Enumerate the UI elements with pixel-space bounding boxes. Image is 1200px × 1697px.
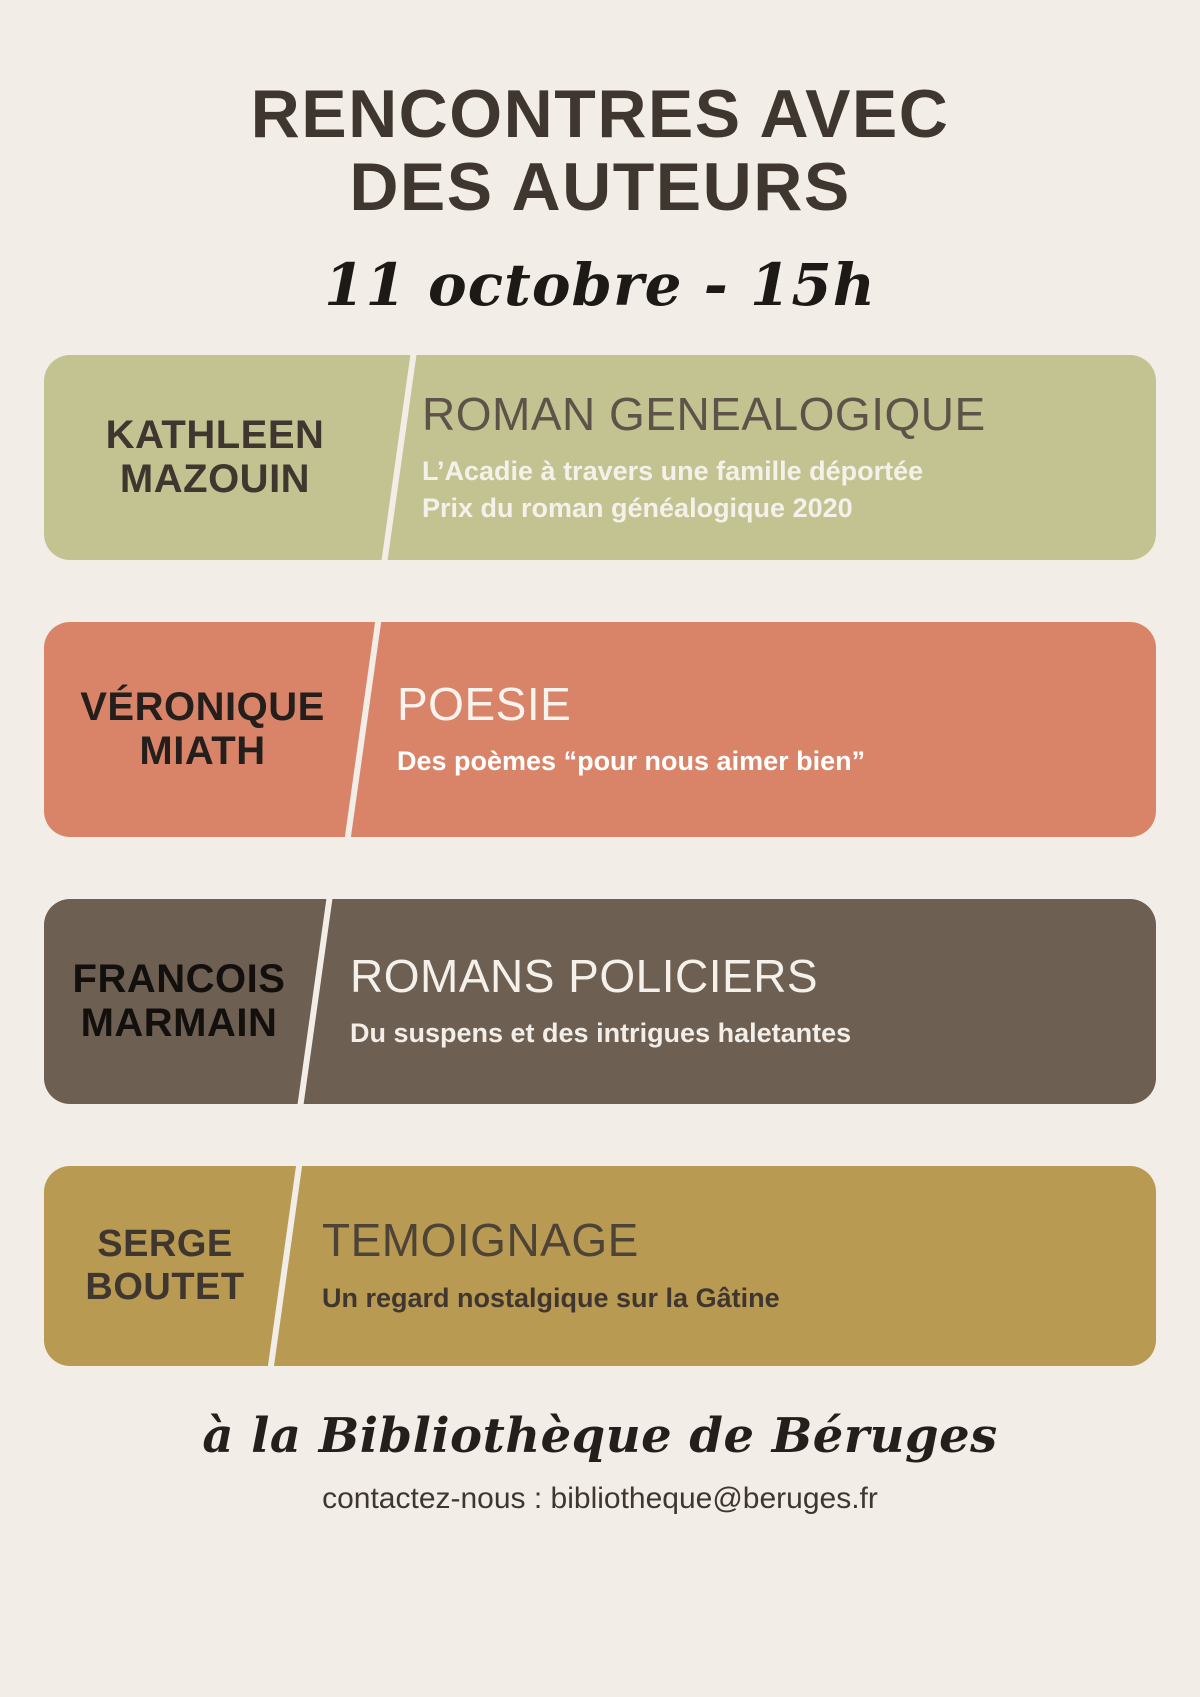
session-author — [44, 899, 302, 1104]
session-card — [44, 899, 1156, 1104]
session-genre: TEMOIGNAGE — [322, 1214, 639, 1267]
venue-name: à la Bibliothèque de Béruges — [202, 1407, 998, 1464]
session-author-line-2: MAZOUIN — [119, 457, 311, 502]
session-body — [302, 899, 1156, 1104]
session-description — [350, 1015, 1126, 1051]
session-description-line-1: Des poèmes “pour nous aimer bien” — [397, 746, 866, 777]
session-description — [422, 453, 1126, 526]
poster-header — [0, 0, 1200, 319]
session-author-line-1: FRANCOIS — [72, 956, 286, 1001]
session-genre: ROMANS POLICIERS — [350, 949, 819, 1002]
poster-footer — [0, 1408, 1200, 1516]
session-description-line-1: L’Acadie à travers une famille déportée — [422, 456, 924, 487]
session-card — [44, 622, 1156, 837]
session-body — [274, 1166, 1156, 1366]
session-genre: POESIE — [397, 677, 572, 730]
session-body — [374, 355, 1156, 560]
session-description — [322, 1280, 1126, 1316]
session-body — [349, 622, 1156, 837]
event-date: 11 octobre - 15h — [324, 250, 876, 319]
session-description — [397, 743, 1126, 779]
session-card — [44, 1166, 1156, 1366]
session-author — [44, 622, 349, 837]
session-description-line-2: Prix du roman généalogique 2020 — [422, 492, 853, 523]
session-author-line-1: VÉRONIQUE — [80, 684, 325, 729]
session-genre: ROMAN GENEALOGIQUE — [422, 387, 986, 440]
session-author — [44, 1166, 274, 1366]
session-author-line-2: MARMAIN — [80, 1001, 278, 1046]
session-author-line-1: KATHLEEN — [105, 412, 325, 457]
page-title — [100, 78, 1100, 225]
session-author-line-1: SERGE — [97, 1223, 233, 1266]
title-line-1: RENCONTRES AVEC — [250, 76, 950, 152]
contact-info: contactez-nous : bibliotheque@beruges.fr — [322, 1481, 878, 1515]
session-card — [44, 355, 1156, 560]
session-description-line-1: Un regard nostalgique sur la Gâtine — [322, 1282, 780, 1313]
session-description-line-1: Du suspens et des intrigues haletantes — [350, 1018, 852, 1049]
session-list — [0, 355, 1200, 1366]
session-author — [44, 355, 374, 560]
session-author-line-2: MIATH — [139, 729, 266, 774]
session-author-line-2: BOUTET — [85, 1265, 245, 1308]
title-line-2: DES AUTEURS — [349, 149, 851, 226]
